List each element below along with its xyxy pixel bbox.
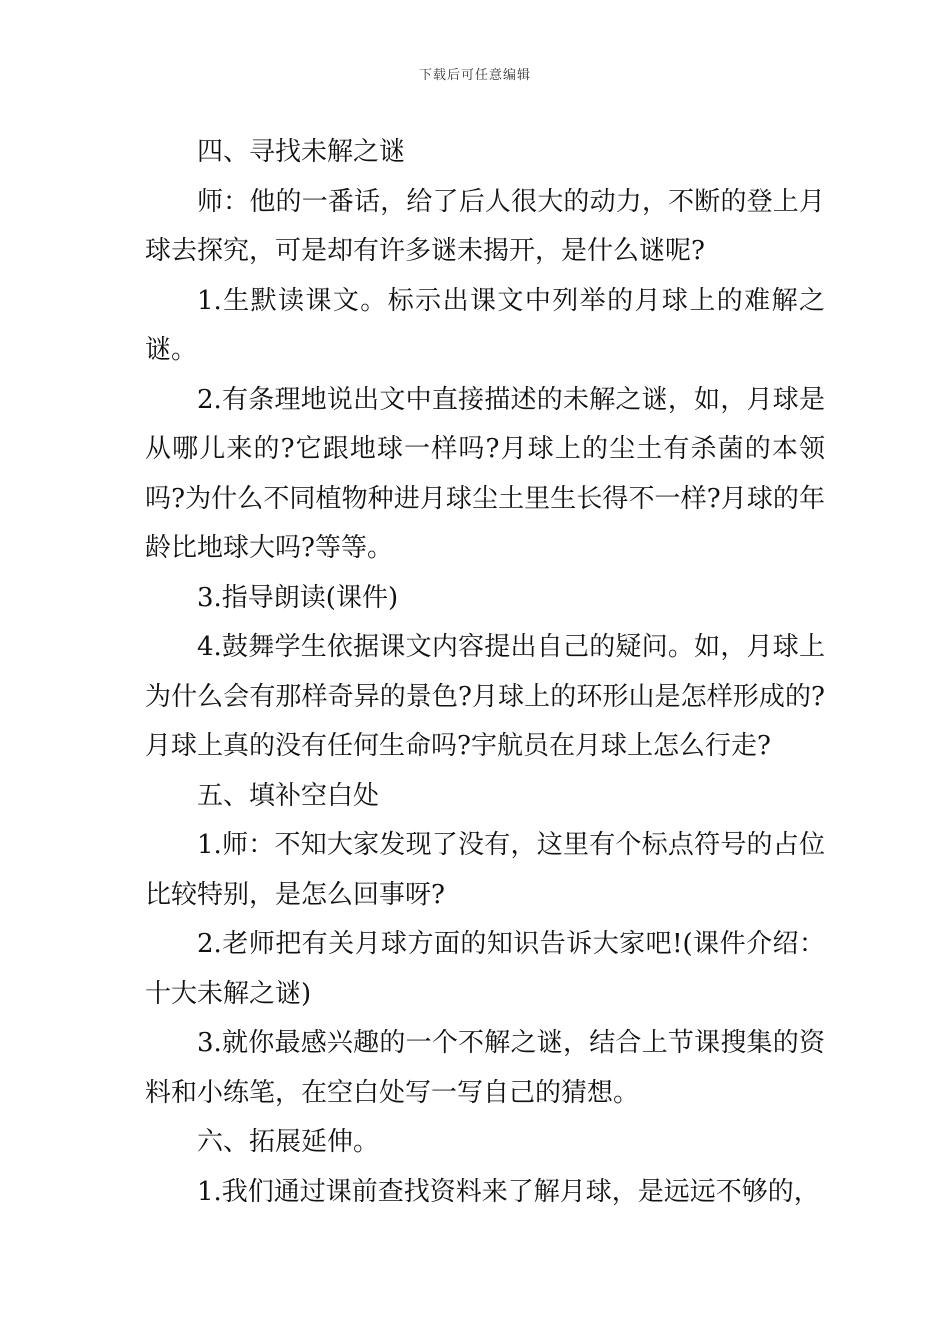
section-heading-4: 四、寻找未解之谜: [197, 137, 406, 167]
paragraph-teacher-intro: 师：他的一番话，给了后人很大的动力，不断的登上月球去探究，可是却有许多谜未揭开，是什么谜呢?: [145, 186, 825, 266]
paragraph-item-1: 1.生默读课文。标示出课文中列举的月球上的难解之谜。: [145, 285, 825, 365]
section-heading-6: 六、拓展延伸。: [197, 1127, 380, 1157]
paragraph-item-5-1: 1.师：不知大家发现了没有，这里有个标点符号的占位比较特别，是怎么回事呀?: [145, 830, 825, 910]
paragraph-item-6-1: 1.我们通过课前查找资料来了解月球，是远远不够的，: [197, 1176, 820, 1207]
paragraph-item-3: 3.指导朗读(课件): [197, 582, 399, 613]
paragraph-item-5-3: 3.就你最感兴趣的一个不解之谜，结合上节课搜集的资料和小练笔，在空白处写一写自己的猜想。: [145, 1028, 825, 1108]
section-heading-5: 五、填补空白处: [197, 780, 380, 811]
paragraph-item-4: 4.鼓舞学生依据课文内容提出自己的疑问。如，月球上为什么会有那样奇异的景色?月球上的环形山是怎样形成的?月球上真的没有任何生命吗?宇航员在月球上怎么行走?: [145, 632, 825, 761]
page-header: 下载后可任意编辑: [418, 68, 531, 83]
document-body: [145, 128, 825, 1217]
paragraph-item-5-2: 2.老师把有关月球方面的知识告诉大家吧!(课件介绍：十大未解之谜): [145, 929, 825, 1009]
paragraph-item-2: 2.有条理地说出文中直接描述的未解之谜，如，月球是从哪儿来的?它跟地球一样吗?月球上的尘土有杀菌的本领吗?为什么不同植物种进月球尘土里生长得不一样?月球的年龄比地球大吗?等等。: [145, 384, 825, 563]
